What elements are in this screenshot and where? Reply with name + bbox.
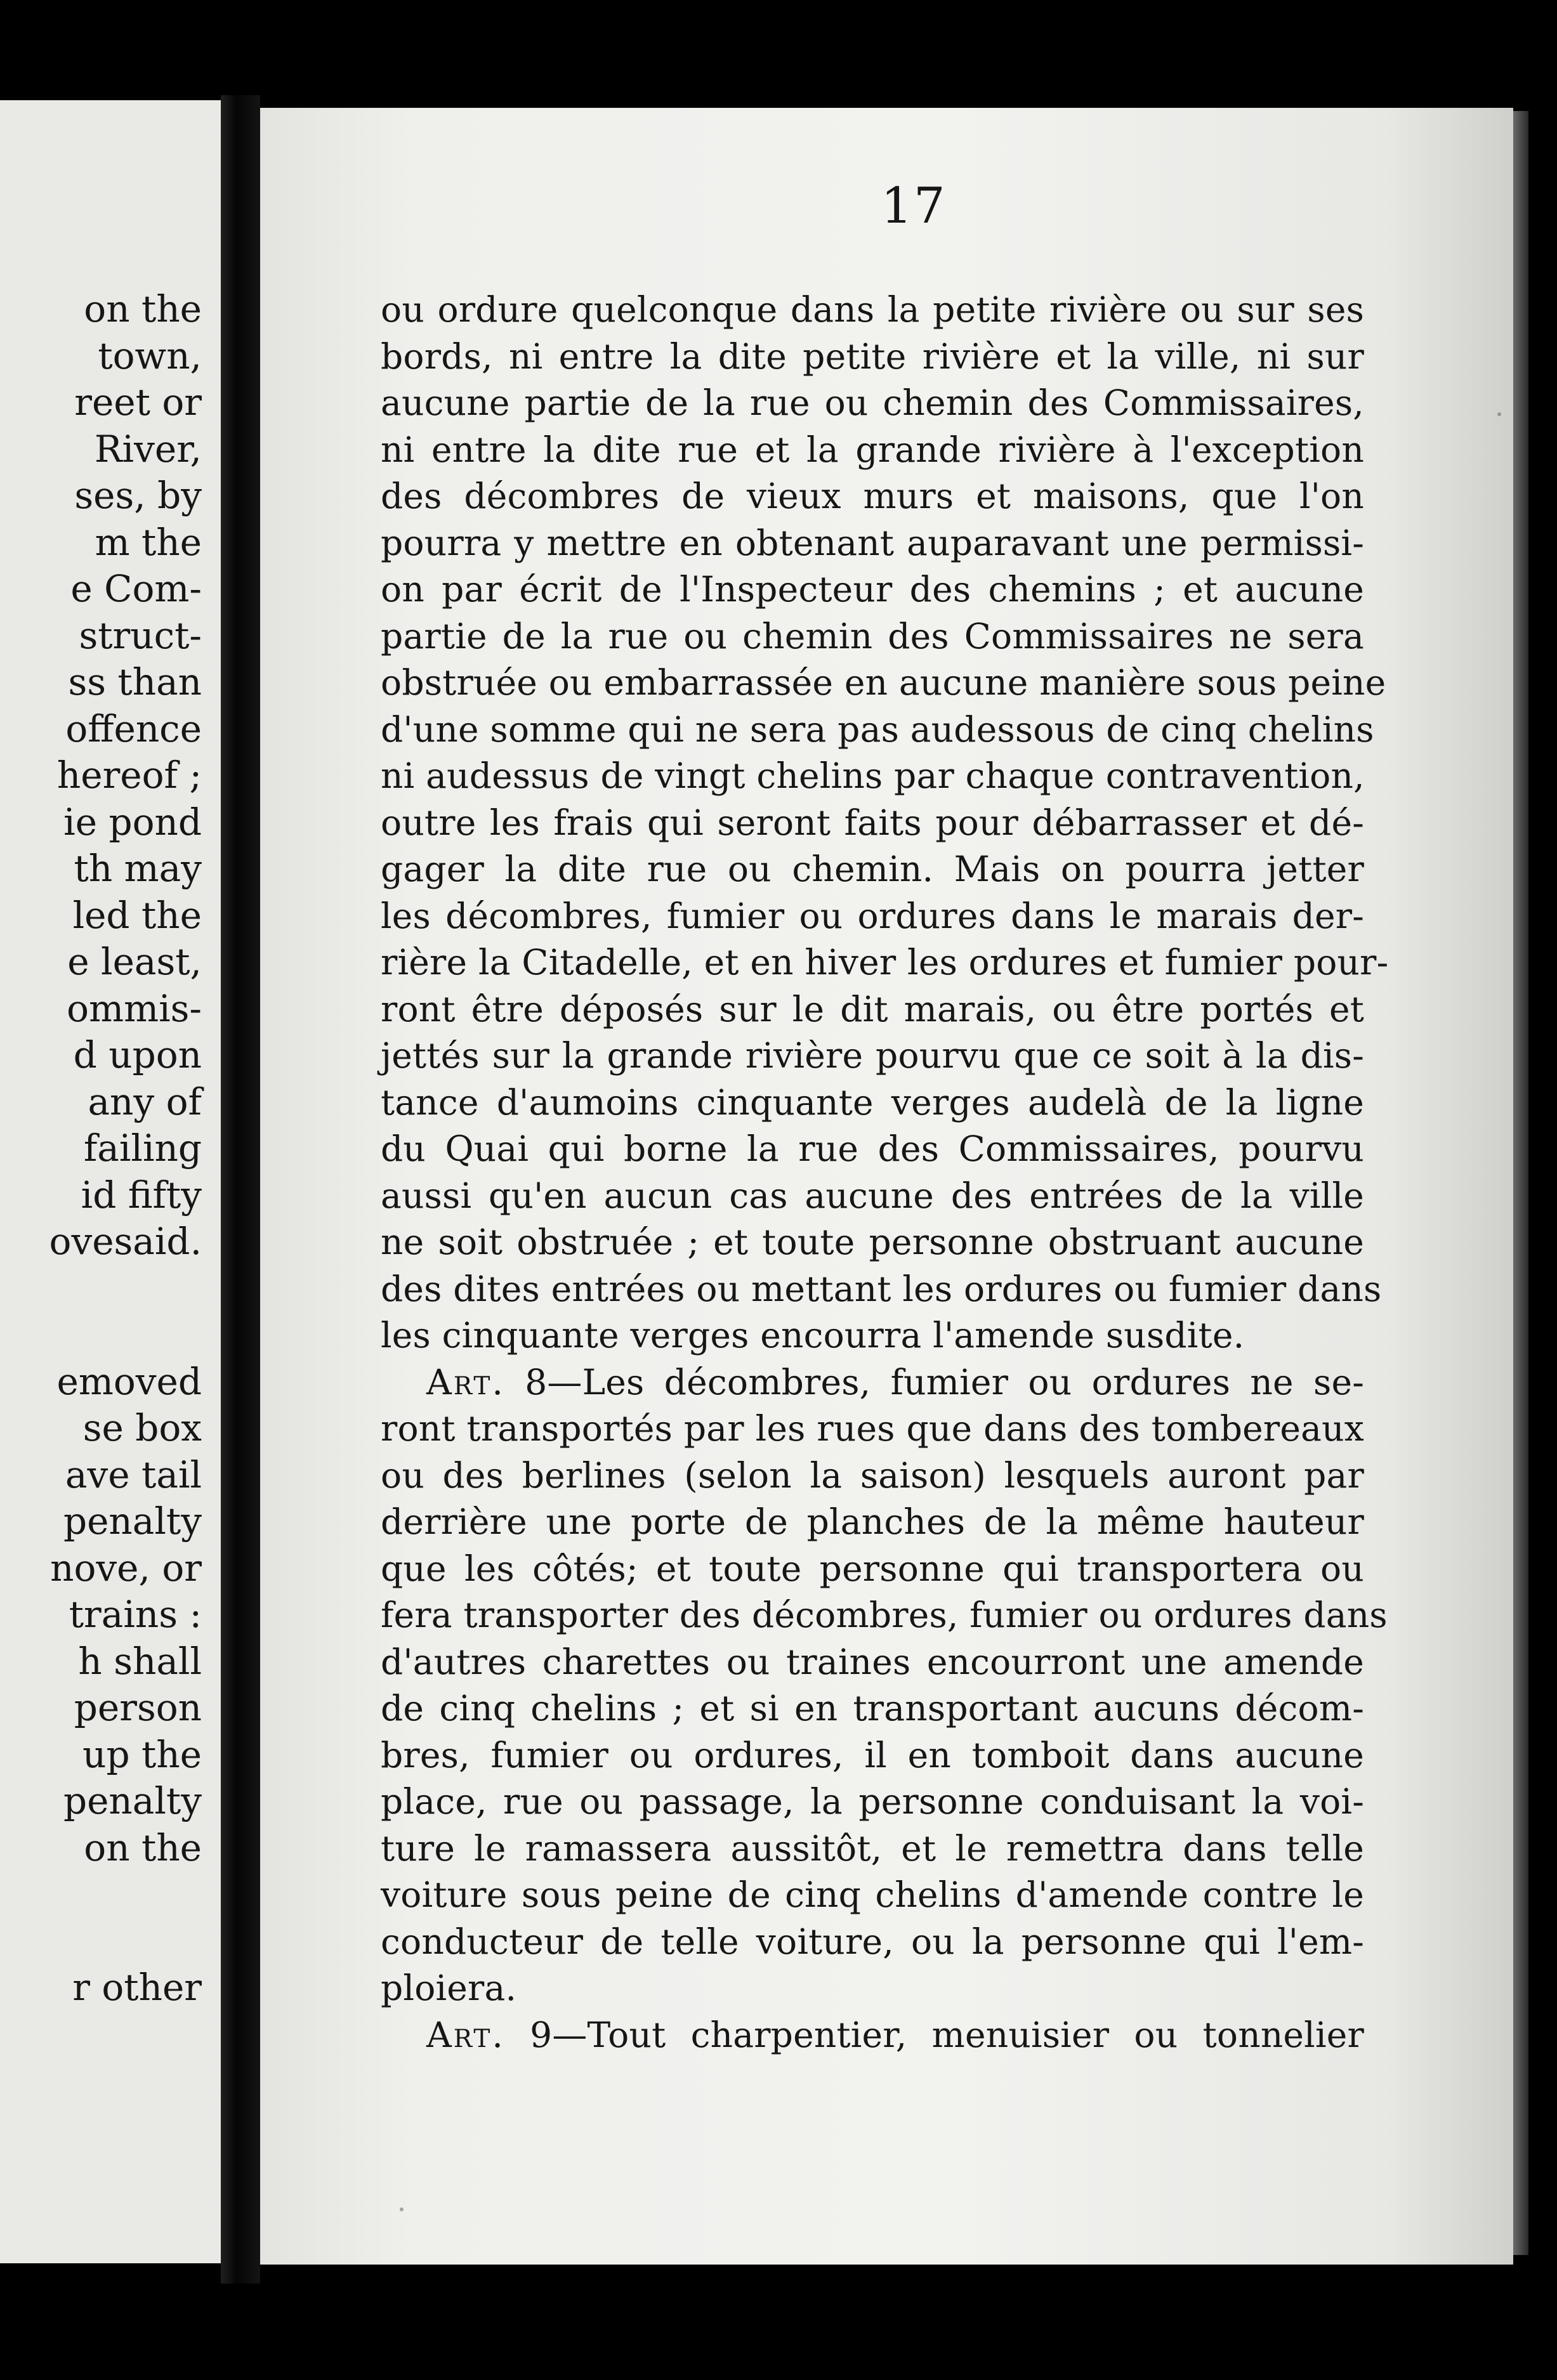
article-9-first-line: 9—Tout charpentier, menuisier ou tonnelier bbox=[530, 2014, 1365, 2055]
previous-page-line: ovesaid. bbox=[49, 1220, 202, 1263]
text-line: aussi qu'en aucun cas aucune des entrées de la ville bbox=[381, 1175, 1364, 1216]
previous-page-line: offence bbox=[65, 707, 202, 750]
previous-page-line: on the bbox=[84, 287, 202, 330]
text-line: pourra y mettre en obtenant auparavant une permissi- bbox=[381, 522, 1364, 563]
previous-page-line: ses, by bbox=[74, 474, 202, 517]
text-line: les cinquante verges encourra l'amende susdite. bbox=[381, 1315, 1245, 1356]
previous-page-line: r other bbox=[72, 1966, 202, 2009]
article-8-heading-line bbox=[381, 1359, 1364, 1406]
page-edge-shadow bbox=[1513, 111, 1528, 2255]
text-line: que les côtés; et toute personne qui transportera ou bbox=[381, 1548, 1364, 1589]
text-line: d'une somme qui ne sera pas audessous de cinq chelins bbox=[381, 709, 1374, 750]
article-label: Art. bbox=[426, 1361, 505, 1403]
book-gutter bbox=[221, 95, 260, 2284]
text-line: des décombres de vieux murs et maisons, que l'on bbox=[381, 476, 1364, 516]
previous-page-line: nove, or bbox=[50, 1546, 202, 1590]
previous-page-line: person bbox=[74, 1686, 202, 1729]
text-line: outre les frais qui seront faits pour débarrasser et dé- bbox=[381, 802, 1364, 843]
text-line: ni entre la dite rue et la grande rivière à l'exception bbox=[381, 429, 1364, 470]
text-line: place, rue ou passage, la personne conduisant la voi- bbox=[381, 1781, 1364, 1822]
text-line: bres, fumier ou ordures, il en tomboit dans aucune bbox=[381, 1734, 1364, 1775]
text-line: de cinq chelins ; et si en transportant aucuns décom- bbox=[381, 1688, 1364, 1729]
previous-page-line: any of bbox=[88, 1080, 202, 1123]
text-line: ne soit obstruée ; et toute personne obstruant aucune bbox=[381, 1222, 1364, 1262]
text-line: obstruée ou embarrassée en aucune manière sous peine bbox=[381, 662, 1386, 703]
previous-page-line: h shall bbox=[78, 1639, 202, 1683]
text-line: d'autres charettes ou traines encourront une amende bbox=[381, 1641, 1364, 1682]
text-line: partie de la rue ou chemin des Commissaires ne sera bbox=[381, 615, 1364, 657]
text-line: ou ordure quelconque dans la petite rivière ou sur ses bbox=[381, 289, 1364, 330]
text-line: ploiera. bbox=[381, 1968, 517, 2008]
previous-page-line: th may bbox=[74, 847, 202, 890]
text-line: ni audessus de vingt chelins par chaque contravention, bbox=[381, 755, 1365, 796]
paper-speck bbox=[1497, 412, 1501, 416]
text-line: fera transporter des décombres, fumier ou ordures dans bbox=[381, 1595, 1388, 1635]
text-line: des dites entrées ou mettant les ordures ou fumier dans bbox=[381, 1268, 1382, 1309]
article-8-first-line: 8—Les décombres, fumier ou ordures ne se- bbox=[525, 1361, 1365, 1403]
text-line: aucune partie de la rue ou chemin des Commissaires, bbox=[381, 383, 1364, 423]
previous-page-line: on the bbox=[84, 1826, 202, 1869]
previous-page-line: ie pond bbox=[63, 800, 202, 844]
previous-page-fragment bbox=[0, 100, 221, 2263]
previous-page-line: penalty bbox=[63, 1500, 202, 1543]
text-line: voiture sous peine de cinq chelins d'amende contre le bbox=[381, 1874, 1364, 1915]
text-line: bords, ni entre la dite petite rivière et la ville, ni sur bbox=[381, 336, 1364, 377]
text-line: les décombres, fumier ou ordures dans le marais der- bbox=[381, 895, 1364, 936]
previous-page-line: River, bbox=[94, 427, 202, 471]
text-line: on par écrit de l'Inspecteur des chemins ; et aucune bbox=[381, 569, 1364, 610]
previous-page-line: led the bbox=[72, 893, 202, 937]
previous-page-line: failing bbox=[83, 1127, 202, 1170]
previous-page-line: emoved bbox=[56, 1359, 202, 1403]
text-line: jettés sur la grande rivière pourvu que ce soit à la dis- bbox=[381, 1035, 1364, 1076]
text-line: ture le ramassera aussitôt, et le remettra dans telle bbox=[381, 1828, 1364, 1869]
text-line: derrière une porte de planches de la même hauteur bbox=[381, 1501, 1364, 1542]
previous-page-line: trains : bbox=[69, 1593, 202, 1636]
previous-page-line: town, bbox=[98, 334, 202, 377]
previous-page-line: ommis- bbox=[67, 986, 202, 1030]
previous-page-line: struct- bbox=[79, 613, 202, 657]
text-line: conducteur de telle voiture, ou la personne qui l'em- bbox=[381, 1921, 1364, 1962]
previous-page-line: hereof ; bbox=[56, 754, 202, 797]
page-text bbox=[381, 287, 1389, 2058]
previous-page-line: id fifty bbox=[81, 1173, 202, 1217]
text-line: ront être déposés sur le dit marais, ou être portés et bbox=[381, 988, 1364, 1030]
text-line: gager la dite rue ou chemin. Mais on pourra jetter bbox=[381, 849, 1364, 889]
previous-page-line: m the bbox=[95, 520, 202, 564]
page-number: 17 bbox=[881, 178, 947, 235]
text-line: du Quai qui borne la rue des Commissaires, pourvu bbox=[381, 1128, 1364, 1169]
paper-speck bbox=[400, 2207, 404, 2211]
text-line: ou des berlines (selon la saison) lesquels auront par bbox=[381, 1455, 1364, 1496]
previous-page-line: e least, bbox=[67, 940, 202, 983]
previous-page-line: ss than bbox=[68, 660, 202, 703]
text-line: rière la Citadelle, et en hiver les ordures et fumier pour- bbox=[381, 942, 1389, 983]
previous-page-line: penalty bbox=[63, 1779, 202, 1822]
previous-page-line: e Com- bbox=[70, 567, 202, 610]
text-line: ront transportés par les rues que dans des tombereaux bbox=[381, 1408, 1364, 1449]
article-9-heading-line bbox=[381, 2012, 1364, 2059]
previous-page-line: reet or bbox=[74, 381, 202, 424]
previous-page-line: se box bbox=[82, 1406, 202, 1449]
previous-page-line: up the bbox=[82, 1732, 202, 1776]
page-17 bbox=[260, 108, 1513, 2265]
text-line: tance d'aumoins cinquante verges audelà de la ligne bbox=[381, 1082, 1364, 1123]
article-label: Art. bbox=[426, 2014, 505, 2055]
previous-page-line: ave tail bbox=[65, 1453, 202, 1496]
previous-page-line: d upon bbox=[73, 1033, 202, 1076]
